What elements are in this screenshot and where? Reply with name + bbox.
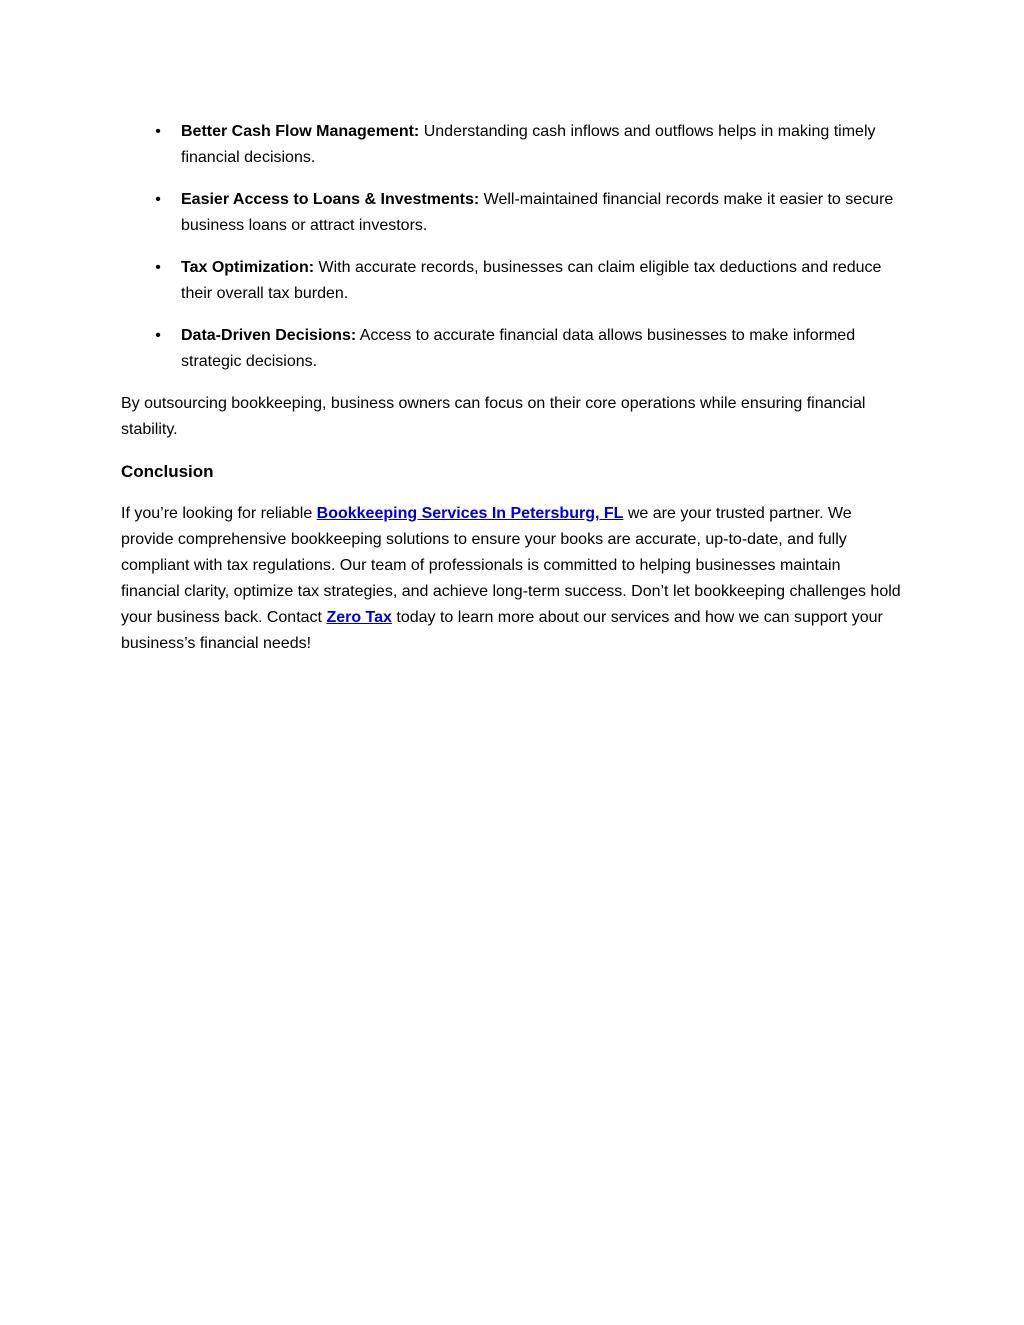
benefit-text: Access to accurate financial data allows businesses to make informed strategic decisions. [181,327,856,370]
document-content [121,119,901,657]
summary-paragraph: By outsourcing bookkeeping, business owners can focus on their core operations while ensuring financial stability. [121,395,866,438]
bullet-icon: • [155,327,161,344]
benefit-text: With accurate records, businesses can claim eligible tax deductions and reduce their overall tax burden. [181,259,882,302]
bullet-icon: • [155,259,161,276]
conclusion-text: we are your trusted partner. We provide comprehensive bookkeeping solutions to ensure your books are accurate, up-to-date, and fully compliant with tax regulations. Our team of professionals is committed to helping businesses maintain financial clarity, optimize tax strategies, and achieve long-term success. Don’t let bookkeeping challenges hold your business back. Contact [121,505,901,626]
conclusion-text: today to learn more about our services and how we can support your business’s financial needs! [121,609,883,652]
bullet-icon: • [155,123,161,140]
conclusion-text: If you’re looking for reliable [121,505,317,522]
benefit-text: Understanding cash inflows and outflows helps in making timely financial decisions. [181,123,876,166]
list-item [121,323,901,375]
benefits-list [121,119,901,375]
zero-tax-link[interactable]: Zero Tax [326,609,392,626]
conclusion-paragraph [121,501,901,657]
bullet-icon: • [155,191,161,208]
list-item [121,187,901,239]
benefit-term: Tax Optimization: [181,259,315,276]
benefit-term: Easier Access to Loans & Investments: [181,191,480,208]
conclusion-heading: Conclusion [121,462,214,481]
list-item [121,255,901,307]
list-item [121,119,901,171]
benefit-term: Better Cash Flow Management: [181,123,420,140]
bookkeeping-services-link[interactable]: Bookkeeping Services In Petersburg, FL [316,505,624,522]
benefit-text: Well-maintained financial records make it easier to secure business loans or attract investors. [181,191,894,234]
benefit-term: Data-Driven Decisions: [181,327,357,344]
